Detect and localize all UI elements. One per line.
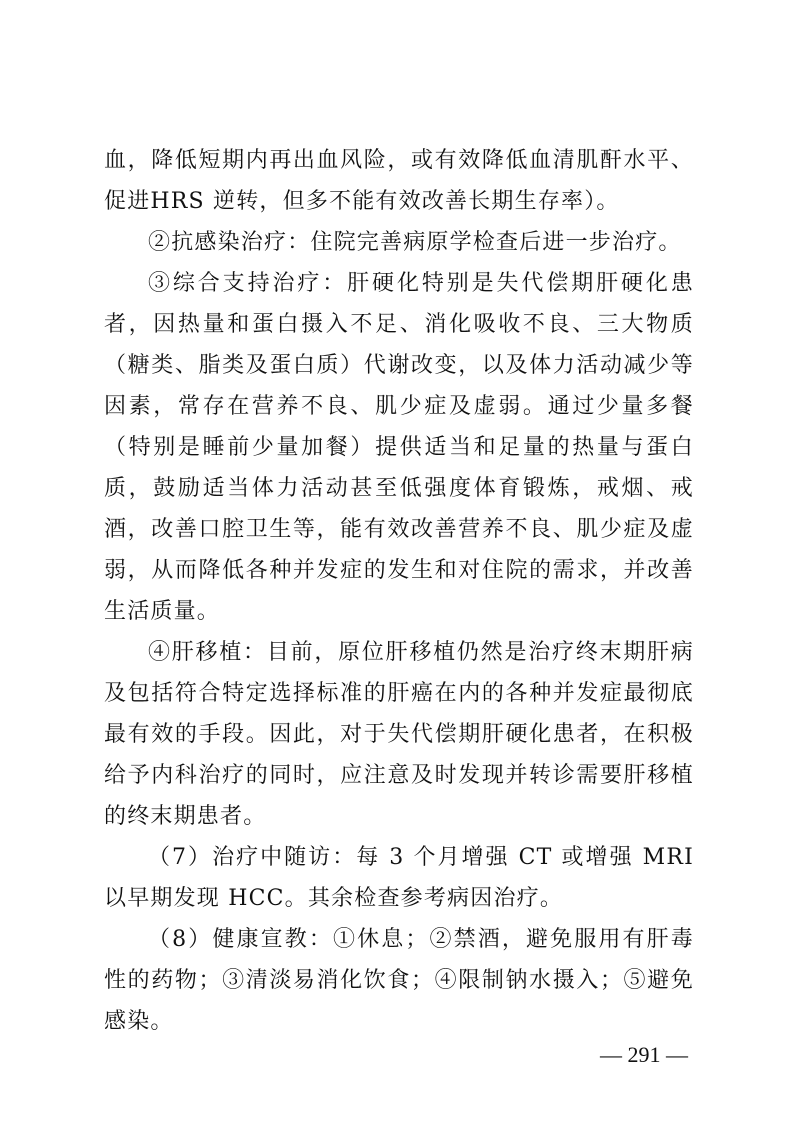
paragraph-supportive-treatment: ③综合支持治疗：肝硬化特别是失代偿期肝硬化患者，因热量和蛋白摄入不足、消化吸收不良、三大物质（糖类、脂类及蛋白质）代谢改变，以及体力活动减少等因素，常存在营养不良、肌少症及虚弱。通过少量多餐（特别是睡前少量加餐）提供适当和足量的热量与蛋白质，鼓励适当体力活动甚至低强度体育锻炼，戒烟、戒酒，改善口腔卫生等，能有效改善营养不良、肌少症及虚弱，从而降低各种并发症的发生和对住院的需求，并改善生活质量。 xyxy=(104,271,694,624)
paragraph-liver-transplant: ④肝移植：目前，原位肝移植仍然是治疗终末期肝病及包括符合特定选择标准的肝癌在内的各种并发症最彻底最有效的手段。因此，对于失代偿期肝硬化患者，在积极给予内科治疗的同时，应注意及时发现并转诊需要肝移植的终末期患者。 xyxy=(104,640,694,829)
page-number: — 291 — xyxy=(600,1042,688,1067)
paragraph-continuation: 血，降低短期内再出血风险，或有效降低血清肌酐水平、促进HRS 逆转，但多不能有效改善长期生存率）。 xyxy=(104,148,694,214)
paragraph-follow-up: （7）治疗中随访：每 3 个月增强 CT 或增强 MRI 以早期发现 HCC。其余检查参考病因治疗。 xyxy=(104,845,694,911)
paragraph-health-education: （8）健康宣教：①休息；②禁酒，避免服用有肝毒性的药物；③清淡易消化饮食；④限制钠水摄入；⑤避免感染。 xyxy=(104,927,694,1034)
paragraph-anti-infection: ②抗感染治疗：住院完善病原学检查后进一步治疗。 xyxy=(148,230,682,255)
body-text xyxy=(104,140,694,1042)
